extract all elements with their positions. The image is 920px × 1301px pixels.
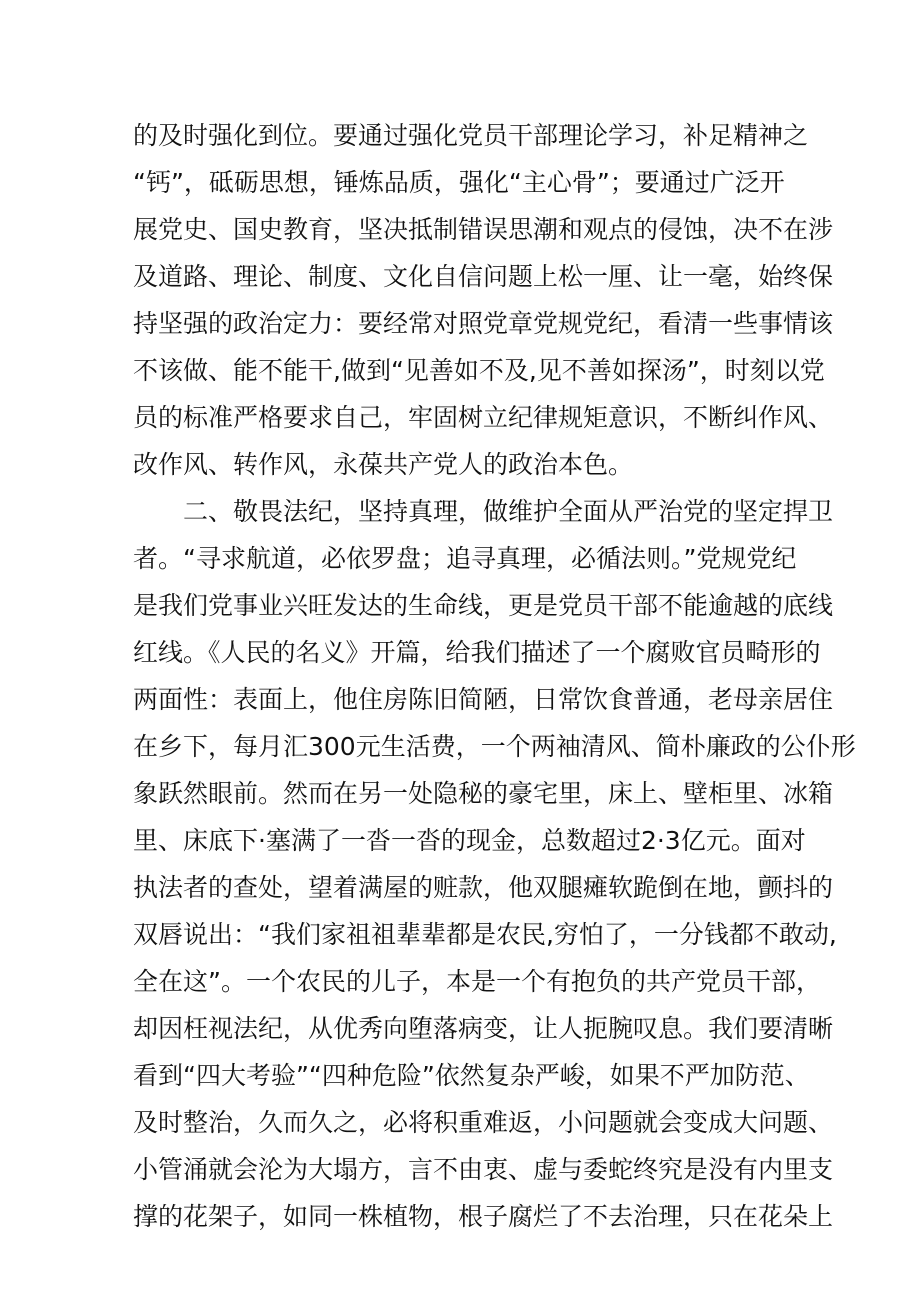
text-line: 两面性：表面上，他住房陈旧简陋，日常饮食普通，老母亲居住 <box>133 685 834 714</box>
text-line: “钙”，砥砺思想，锤炼品质，强化“主心骨”；要通过广泛开 <box>133 168 785 197</box>
text-line: 执法者的查处，望着满屋的赃款，他双腿瘫软跪倒在地，颤抖的 <box>133 873 834 902</box>
text-line: 双唇说出：“我们家祖祖辈辈都是农民,穷怕了，一分钱都不敢动, <box>133 920 837 949</box>
text-line: 小管涌就会沦为大塌方，言不由衷、虚与委蛇终究是没有内里支 <box>133 1155 834 1184</box>
text-line: 不该做、能不能干,做到“见善如不及,见不善如探汤”，时刻以党 <box>133 356 825 385</box>
text-line: 者。“寻求航道，必依罗盘；追寻真理，必循法则。”党规党纪 <box>133 544 797 573</box>
text-line: 在乡下，每月汇300元生活费，一个两袖清风、简朴廉政的公仆形 <box>133 732 856 761</box>
text-line: 及道路、理论、制度、文化自信问题上松一厘、让一毫，始终保 <box>133 262 834 291</box>
text-line: 是我们党事业兴旺发达的生命线，更是党员干部不能逾越的底线 <box>133 591 834 620</box>
text-line: 持坚强的政治定力：要经常对照党章党规党纪，看清一些事情该 <box>133 309 834 338</box>
body-text <box>133 112 856 1240</box>
text-line: 红线。《人民的名义》开篇，给我们描述了一个腐败官员畸形的 <box>133 638 821 667</box>
text-line: 撑的花架子，如同一株植物，根子腐烂了不去治理，只在花朵上 <box>133 1202 834 1231</box>
text-line: 员的标准严格要求自己，牢固树立纪律规矩意识，不断纠作风、 <box>133 403 834 432</box>
section-heading-line: 二、敬畏法纪，坚持真理，做维护全面从严治党的坚定捍卫 <box>183 497 834 526</box>
text-line: 及时整治，久而久之，必将积重难返，小问题就会变成大问题、 <box>133 1108 834 1137</box>
text-line: 全在这”。一个农民的儿子，本是一个有抱负的共产党员干部， <box>133 967 821 996</box>
text-line: 里、床底下·塞满了一沓一沓的现金，总数超过2·3亿元。面对 <box>133 826 806 855</box>
text-line: 却因枉视法纪，从优秀向堕落病变，让人扼腕叹息。我们要清晰 <box>133 1014 834 1043</box>
text-line: 的及时强化到位。要通过强化党员干部理论学习，补足精神之 <box>133 121 809 150</box>
text-line: 改作风、转作风，永葆共产党人的政治本色。 <box>133 450 634 479</box>
text-line: 看到“四大考验”“四种危险”依然复杂严峻，如果不严加防范、 <box>133 1061 810 1090</box>
text-line: 展党史、国史教育，坚决抵制错误思潮和观点的侵蚀，决不在涉 <box>133 215 834 244</box>
text-line: 象跃然眼前。然而在另一处隐秘的豪宅里，床上、壁柜里、冰箱 <box>133 779 834 808</box>
